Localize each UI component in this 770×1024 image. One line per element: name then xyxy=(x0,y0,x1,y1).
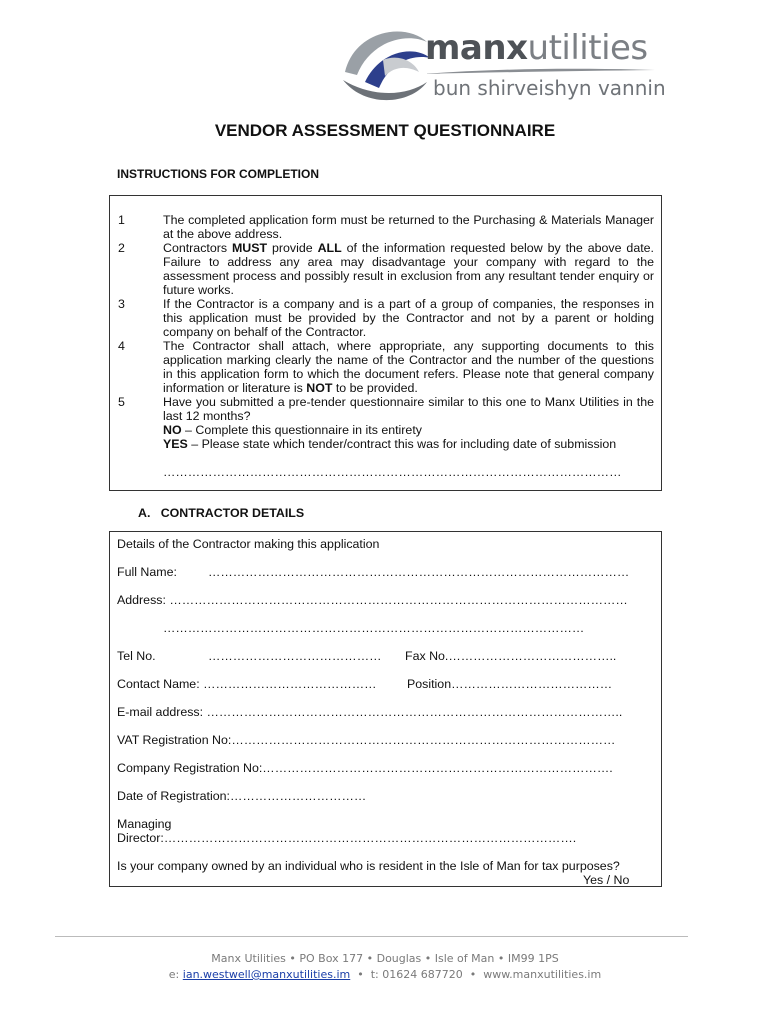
tel-field[interactable]: …………………………………… xyxy=(208,649,382,663)
contractor-details-intro: Details of the Contractor making this application xyxy=(117,537,380,551)
footer-address: Manx Utilities • PO Box 177 • Douglas • Isle of Man • IM99 1PS xyxy=(211,952,559,965)
contractor-details-box xyxy=(109,531,662,887)
managing-director-label: Managing xyxy=(117,817,172,831)
address-line-2-field[interactable]: ………………………………………………………………………………………… xyxy=(163,621,585,635)
managing-director-field[interactable]: Director:………………………………………………………………………………………. xyxy=(117,831,577,845)
full-name-field[interactable]: ………………………………………………………………………………………… xyxy=(208,565,630,579)
company-registration-field[interactable]: Company Registration No:…………………………………………………………………………. xyxy=(117,761,613,775)
manx-utilities-logo xyxy=(335,20,665,110)
footer-contact: e: ian.westwell@manxutilities.im • t: 01624 687720 • www.manxutilities.im xyxy=(168,968,602,981)
logo-swoosh-icon xyxy=(423,66,655,76)
vat-registration-field[interactable]: VAT Registration No:………………………………………………………………………………… xyxy=(117,733,616,747)
brand-tagline: bun shirveishyn vannin xyxy=(433,76,666,100)
position-field[interactable]: Position………………………………… xyxy=(407,677,613,691)
yes-no-option[interactable]: Yes / No xyxy=(583,873,630,887)
date-of-registration-field[interactable]: Date of Registration:…………………………… xyxy=(117,789,367,803)
swirl-logo-icon xyxy=(335,20,435,110)
full-name-label: Full Name: xyxy=(117,565,177,579)
previous-tender-answer-line[interactable]: ………………………………………………………………………………………………… xyxy=(163,465,622,479)
footer-divider xyxy=(55,936,688,937)
instructions-box: 1 The completed application form must be returned to the Purchasing & Materials Manager at the above address. 2 Contractors MUST provide ALL of the information requested below by the above date. Failure to address any area may disadvantage your company with regard to the assessment process and possibly result in exclusion from any resultant tender enquiry or future works. 3 If the Contractor is a company and is a part of a group of companies, the responses in this application must be provided by the Contractor and not by a parent or holding company on behalf of the Contractor. 4 The Contractor shall attach, where appropriate, any supporting documents to this application marking clearly the name of the Contractor and the number of the questions in this application form to which the document refers. Please note that general company information or literature is NOT to be provided. 5 Have you submitted a pre-tender questionnaire similar to this one to Manx Utilities in the last 12 months? NO – Complete this questionnaire in its entirety YES – Please state which tender/contract this was for including date of submission ………………………………………………………………………………………………… xyxy=(109,195,662,491)
document-title: VENDOR ASSESSMENT QUESTIONNAIRE xyxy=(214,121,556,140)
footer-email-link[interactable]: ian.westwell@manxutilities.im xyxy=(182,968,351,981)
fax-field[interactable]: Fax No.………………………………….. xyxy=(405,649,617,663)
instructions-heading: INSTRUCTIONS FOR COMPLETION xyxy=(117,167,319,181)
tel-label: Tel No. xyxy=(117,649,156,663)
address-field[interactable]: Address: ………………………………………………………………………………………………… xyxy=(117,593,628,607)
isle-of-man-resident-question: Is your company owned by an individual who is resident in the Isle of Man for tax purposes? xyxy=(117,859,620,873)
section-a-heading: A. CONTRACTOR DETAILS xyxy=(138,506,305,520)
email-field[interactable]: E-mail address: ……………………………………………………………………………………….. xyxy=(117,705,623,719)
contact-name-field[interactable]: Contact Name: …………………………………… xyxy=(117,677,377,691)
brand-name: manxutilities xyxy=(425,28,648,68)
